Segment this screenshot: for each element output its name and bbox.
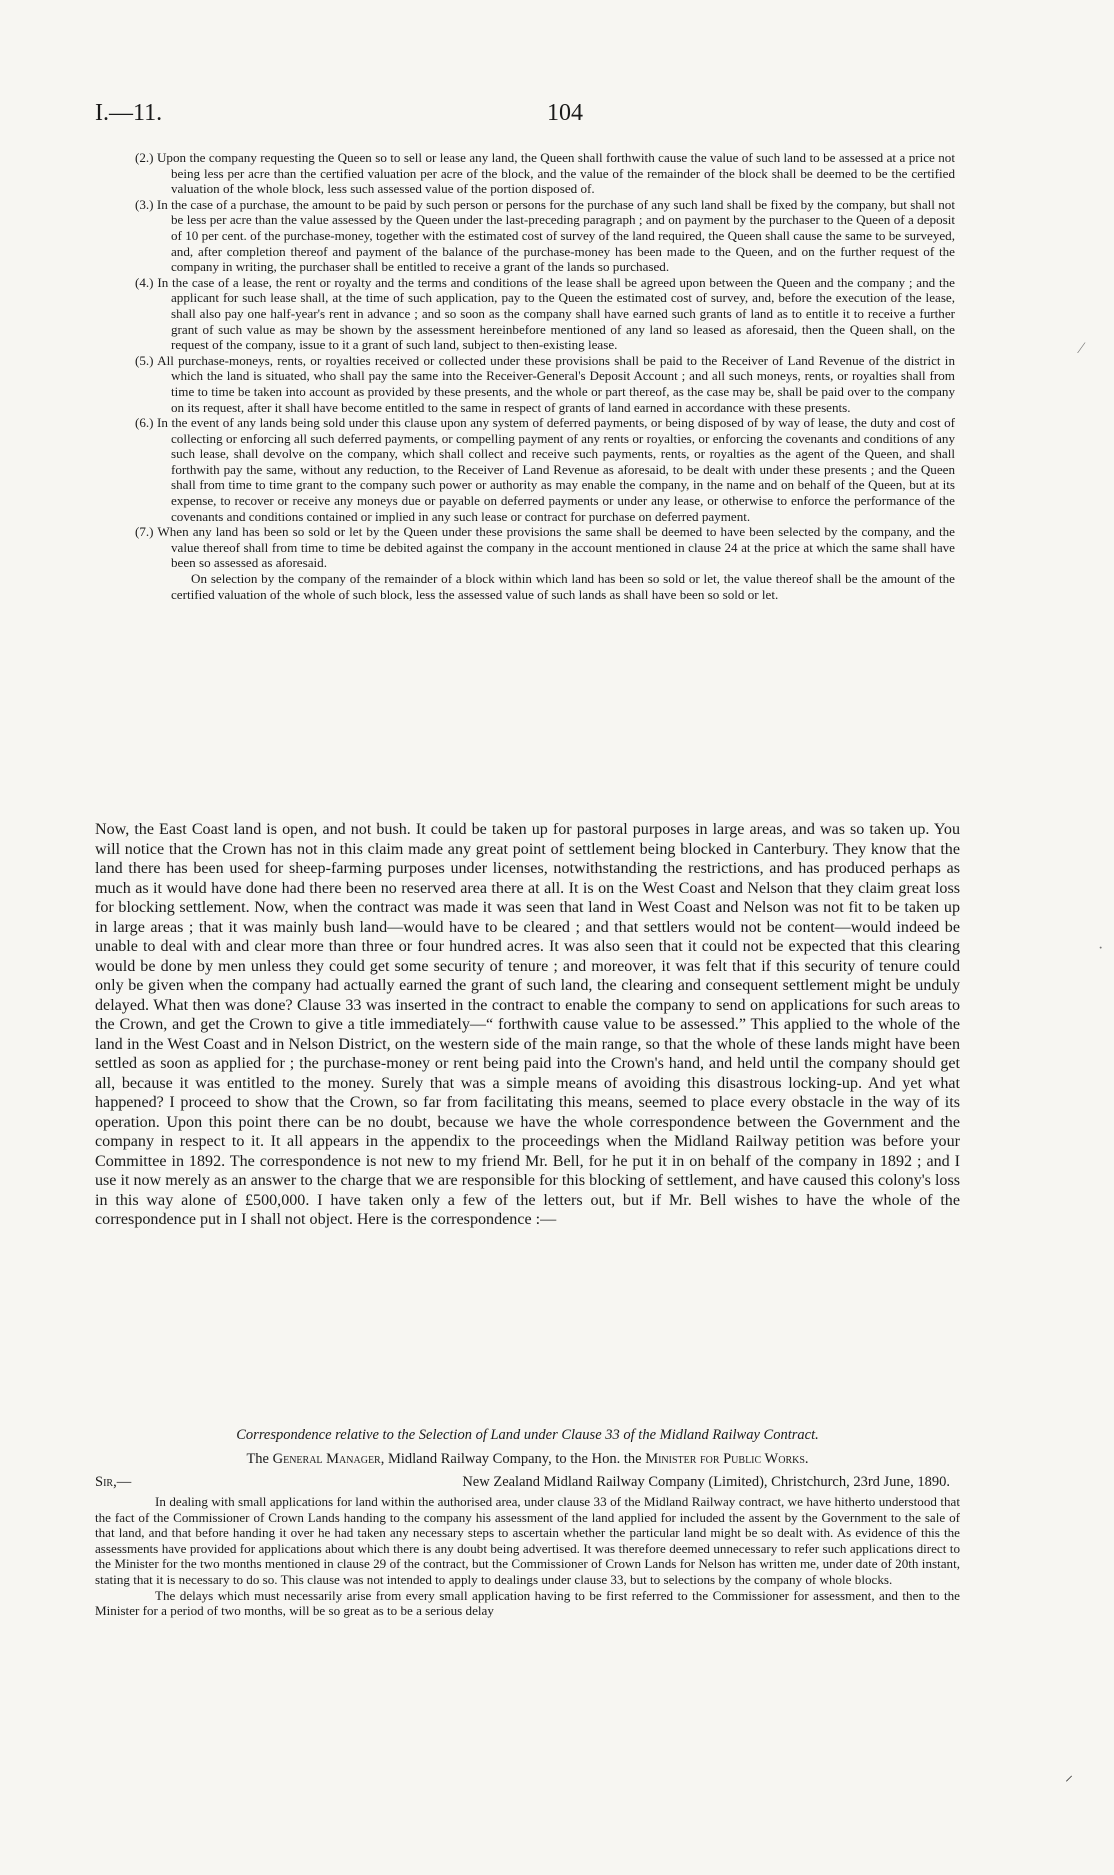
clause-6 <box>135 415 955 524</box>
margin-mark: ⁄ <box>1080 340 1083 357</box>
clause-text: In the event of any lands being sold under this clause upon any system of deferred payments, or being disposed of by way of lease, the duty and cost of collecting or enforcing all such deferred payments, or compelling payment of any rents or royalties, or enforcing the covenants and conditions of any such lease, shall devolve on the company, which shall collect and receive such payments, rents, or royalties as the agent of the Queen, and shall forthwith pay the same, without any reduction, to the Receiver of Land Revenue as aforesaid, to be dealt with under these presents ; and the Queen shall from time to time grant to the company such power or authority as may enable the company, in the name and on behalf of the Queen, but at its expense, to recover or receive any moneys due or payable on deferred payments or under any lease, or otherwise to enforce the performance of the covenants and conditions contained or implied in any such lease or contract for purchase on deferred payment. <box>157 415 955 524</box>
margin-mark: · <box>1098 940 1104 957</box>
correspondence-title: Correspondence relative to the Selection of Land under Clause 33 of the Midland Railway Contract. <box>236 1427 819 1443</box>
clause-text: When any land has been so sold or let by the Queen under these provisions the same shall be deemed to have been selected by the company, and the value thereof shall from time to time be debited against the company in the account mentioned in clause 24 at the price at which the same shall have been so assessed as aforesaid. <box>157 524 955 571</box>
clause-text: All purchase-moneys, rents, or royalties received or collected under these provisions shall be paid to the Receiver of Land Revenue of the district in which the land is situated, who shall pay the same into the Receiver-General's Deposit Account ; and all such moneys, rents, or royalties shall from time to time be taken into account as provided by these presents, and the whole or part thereof, as the case may be, shall be paid over to the company on its request, after it shall have become entitled to the same in respect of grants of land earned in accordance with these presents. <box>157 352 955 415</box>
body-paragraph: Now, the East Coast land is open, and not bush. It could be taken up for pastoral purposes in large areas, and was so taken up. You will notice that the Crown has not in this claim made any great point of settlement being blocked in Canterbury. They know that the land there has been used for sheep-farming purposes under licenses, notwithstanding the restrictions, and has produced perhaps as much as it would have done had there been no reserved area there at all. It is on the West Coast and Nelson that they claim great loss for blocking settlement. Now, when the contract was made it was seen that land in West Coast and Nelson was not fit to be taken up in large areas ; that it was mainly bush land—would have to be cleared ; and that settlers would not be content—would indeed be unable to deal with and clear more than three or four hundred acres. It was also seen that it could not be expected that this clearing would be done by men unless they could get some security of tenure ; and moreover, it was felt that if this security of tenure could only be given when the company had actually earned the grant of such land, the clearing and consequent settlement might be unduly delayed. What then was done? Clause 33 was inserted in the contract to enable the company to send on applications for such areas to the Crown, and get the Crown to give a title immediately—“ forthwith cause value to be assessed.” This applied to the whole of the land in the West Coast and in Nelson District, on the western side of the main range, so that the whole of these lands might have been settled as soon as applied for ; the purchase-money or rent being paid into the Crown's hand, and held until the company should get all, because it was entitled to the money. Surely that was a simple means of avoiding this disastrous locking-up. And yet what happened? I proceed to show that the Crown, so far from facilitating this means, seemed to place every obstacle in the way of its operation. Upon this point there can be no doubt, because we have the whole correspondence between the Government and the company in respect to it. It all appears in the appendix to the proceedings when the Midland Railway petition was before your Committee in 1892. The correspondence is not new to my friend Mr. Bell, for he put it in on behalf of the company in 1892 ; and I use it now merely as an answer to the charge that we are responsible for this blocking of settlement, and have caused this colony's loss in this way alone of £500,000. I have taken only a few of the letters out, but if Mr. Bell wishes to have the whole of the correspondence put in I shall not object. Here is the correspondence :— <box>95 821 960 1228</box>
heading-recipient-title: Minister for Public Works <box>645 1451 805 1467</box>
clause-number: (6.) <box>135 415 154 431</box>
contract-clauses <box>135 150 955 602</box>
heading-text: , Midland Railway Company, to the Hon. the <box>380 1451 646 1467</box>
clause-2 <box>135 150 955 197</box>
letter-paragraph: The delays which must necessarily arise from every small application having to be first referred to the Commissioner for assessment, and then to the Minister for a period of two months, will be so great as to be a serious delay <box>95 1587 960 1619</box>
letter-header-line <box>95 1474 960 1494</box>
heading-text: . <box>804 1451 809 1467</box>
clause-text: In the case of a lease, the rent or royalty and the terms and conditions of the lease shall be agreed upon between the Queen and the company ; and the applicant for such lease shall, at the time of such application, pay to the Queen the estimated cost of survey, and, before the execution of the lease, shall also pay one half-year's rent in advance ; and so soon as the company shall have earned such grants of land as to entitle it to receive a further grant of such value as may be shown by the assessment hereinbefore mentioned of any land so leased as aforesaid, then the Queen shall, on the request of the company, issue to it a grant of such land, subject to then-existing lease. <box>157 274 955 353</box>
clause-number: (3.) <box>135 196 154 212</box>
clause-text: In the case of a purchase, the amount to be paid by such person or persons for the purchase of any such land shall be fixed by the company, but shall not be less per acre than the value assessed by the Queen under the last-preceding paragraph ; and on payment by the purchaser to the Queen of a deposit of 10 per cent. of the purchase-money, together with the estimated cost of survey of the land required, the Queen shall cause the same to be surveyed, and, after completion thereof and payment of the balance of the purchase-money has been made to the Queen, and on the further request of the company in writing, the purchaser shall be entitled to receive a grant of the lands so purchased. <box>156 196 955 275</box>
clause-number: (7.) <box>135 524 154 540</box>
correspondence-heading <box>95 1451 960 1468</box>
letter-paragraph: In dealing with small applications for land within the authorised area, under clause 33 of the Midland Railway contract, we have hitherto understood that the fact of the Commissioner of Crown Lands handing to the company his assessment of the land applied for included the assent by the Government to the sale of that land, and that before handing it over he had taken any necessary steps to ascertain whether the particular land might be so dealt with. As evidence of this the assessments have provided for applications about which there is any doubt being advertised. It was therefore deemed unnecessary to refer such applications direct to the Minister for the two months mentioned in clause 29 of the contract, but the Commissioner of Crown Lands for Nelson has written me, under date of 20th instant, stating that it is necessary to do so. This clause was not intended to apply to dealings under clause 33, but to selections by the company of whole blocks. <box>95 1494 960 1587</box>
clause-7 <box>135 524 955 571</box>
page-number: 104 <box>547 100 583 126</box>
clause-4 <box>135 275 955 353</box>
clause-number: (2.) <box>135 150 154 165</box>
clause-number: (5.) <box>135 352 154 368</box>
heading-text: The <box>246 1451 273 1467</box>
clause-continuation: On selection by the company of the remainder of a block within which land has been so sold or let, the value thereof shall be the amount of the certified valuation of the whole of such block, less the assessed value of such lands as shall have been so sold or let. <box>171 571 955 602</box>
main-text <box>95 820 960 1230</box>
clause-5 <box>135 353 955 415</box>
heading-sender-title: General Manager <box>272 1451 381 1467</box>
clause-3 <box>135 197 955 275</box>
clause-text: Upon the company requesting the Queen so to sell or lease any land, the Queen shall forthwith cause the value of such land to be assessed at a price not being less per acre than the certified valuation per acre of the block, and the value of the remainder of the block shall be deemed to be the certified valuation of the whole block, less such assessed value of the portion disposed of. <box>156 150 955 197</box>
sender-address-date: New Zealand Midland Railway Company (Limited), Christchurch, 23rd June, 1890. <box>462 1474 950 1490</box>
salutation: Sir,— <box>95 1474 132 1490</box>
page-header <box>95 100 1035 134</box>
margin-mark: ⸍ <box>1065 1774 1074 1791</box>
clause-number: (4.) <box>135 274 154 290</box>
document-reference: I.—11. <box>95 100 163 126</box>
letter-body <box>95 1494 960 1619</box>
